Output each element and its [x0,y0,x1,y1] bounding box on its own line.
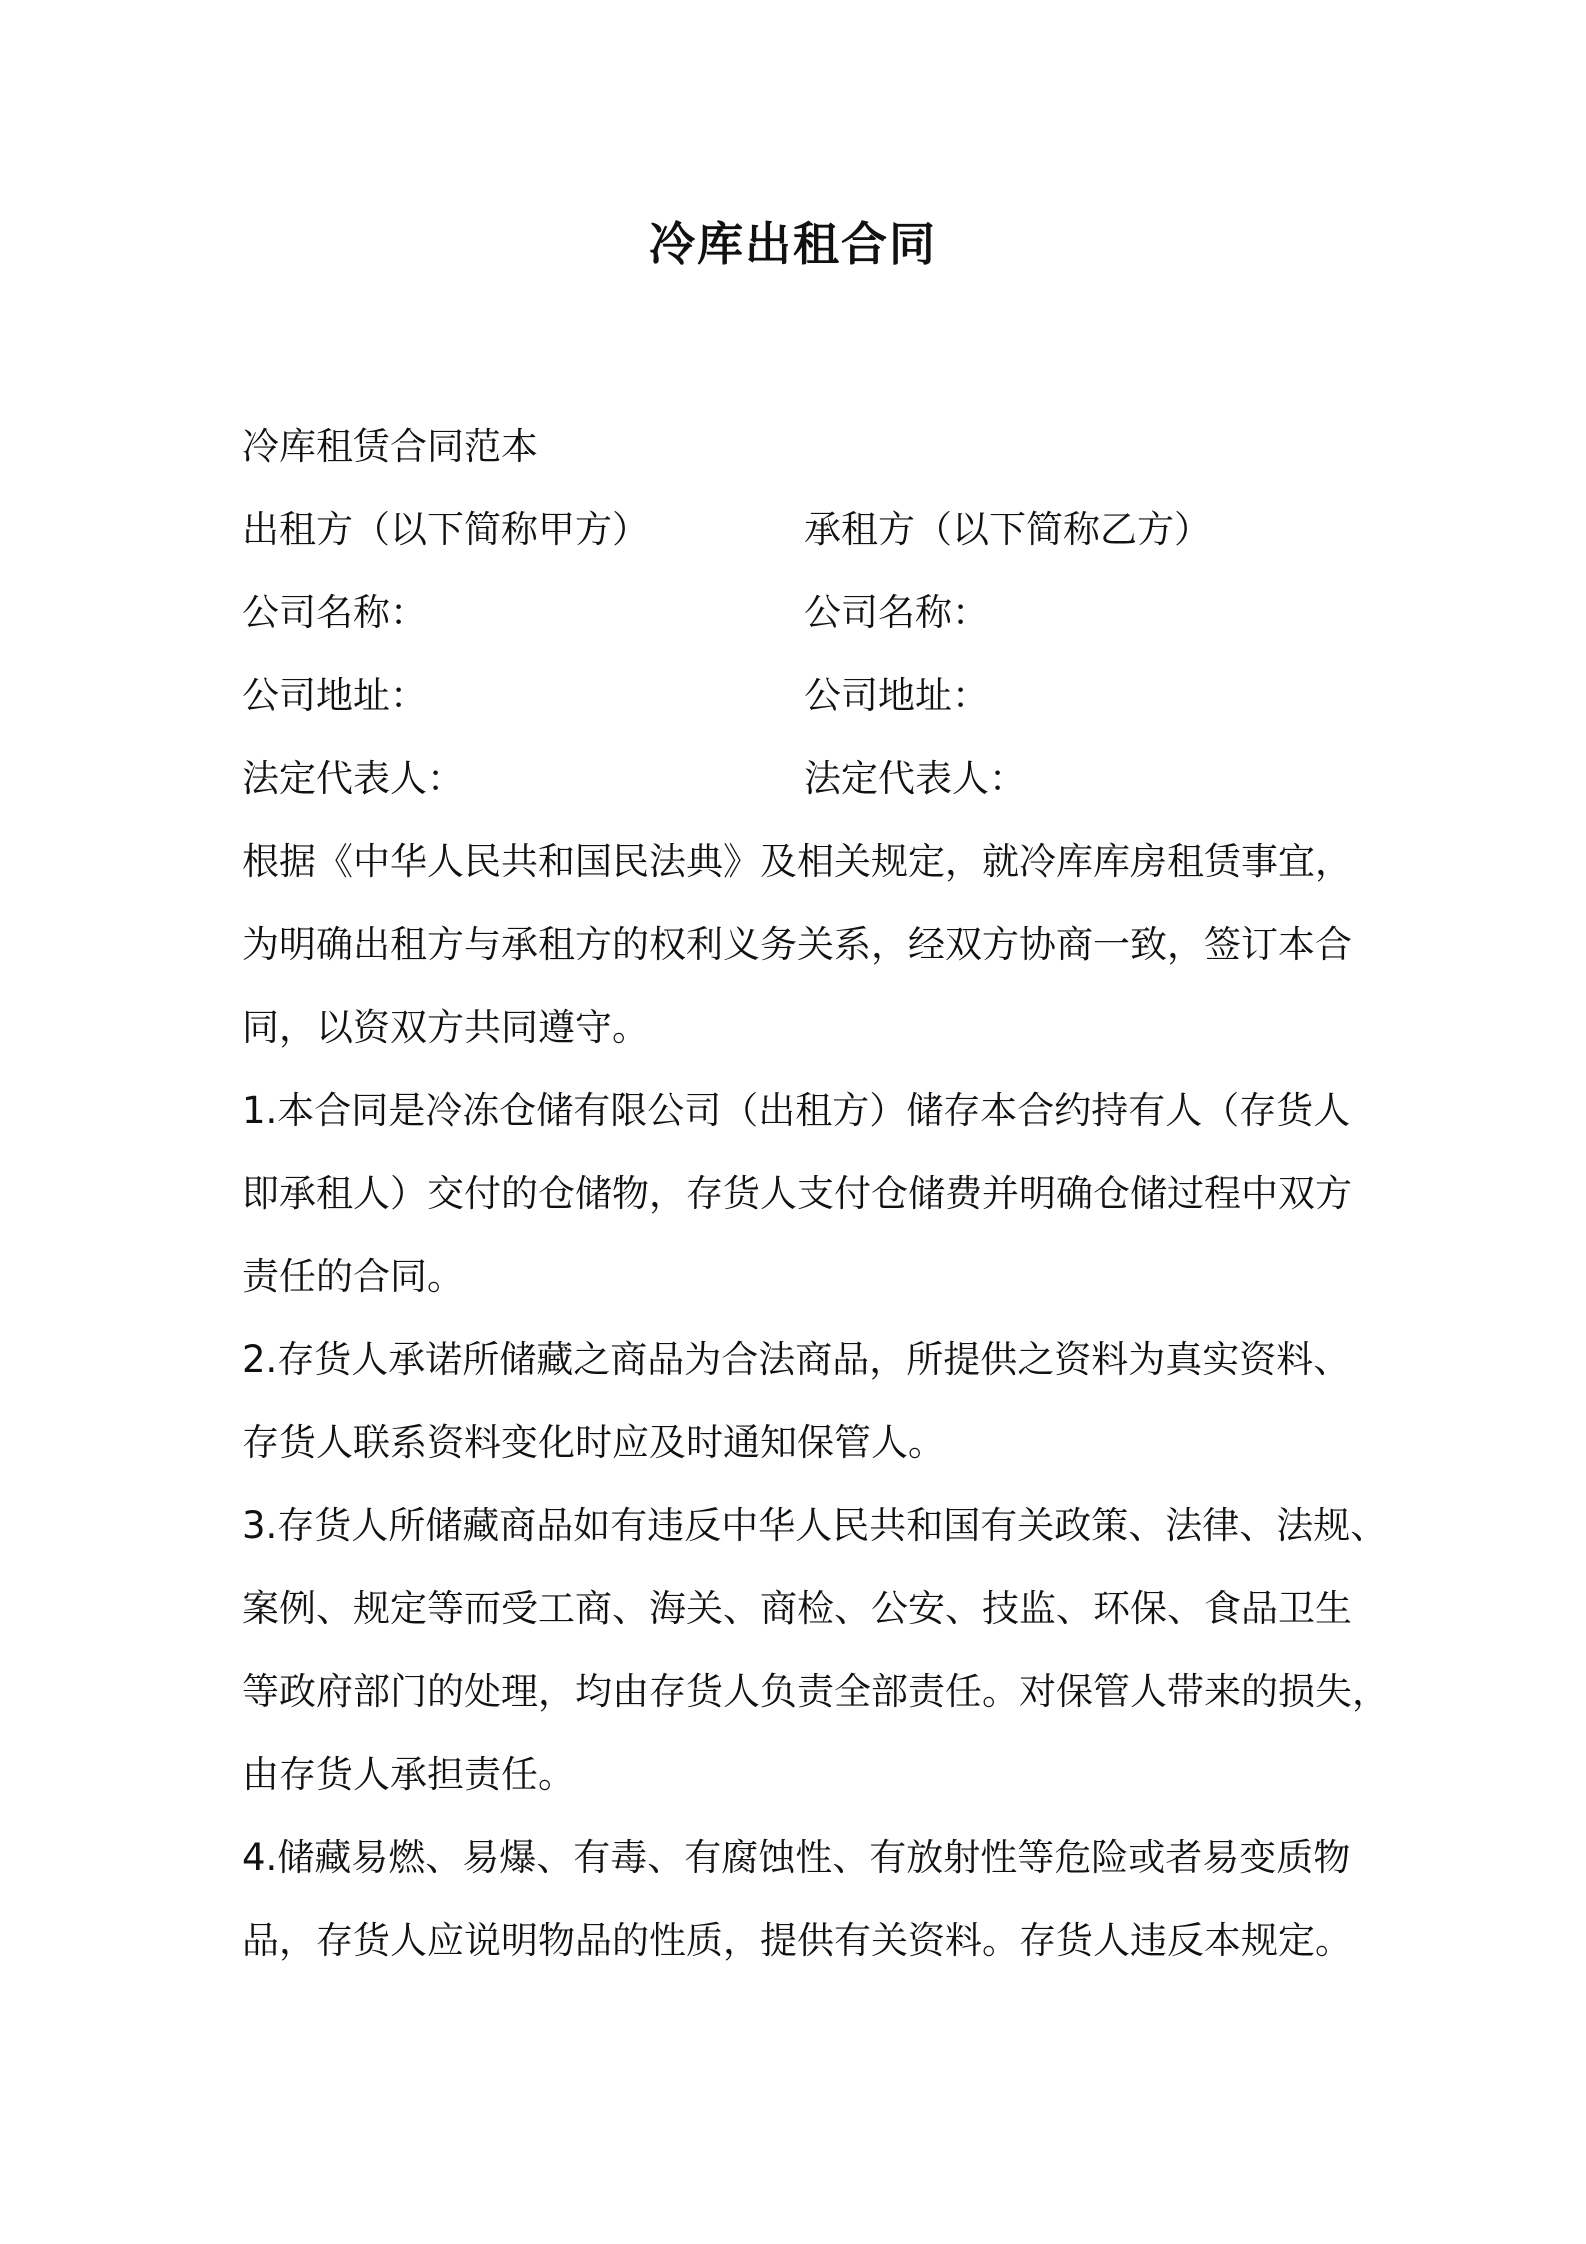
paragraph-line: 等政府部门的处理，均由存货人负责全部责任。对保管人带来的损失， [242,1670,1389,1713]
paragraph-line: 品，存货人应说明物品的性质，提供有关资料。存货人违反本规定。 [242,1919,1352,1962]
party-row-legal-representative [242,737,1352,820]
paragraph-line: 根据《中华人民共和国民法典》及相关规定，就冷库库房租赁事宜， [242,840,1352,883]
party-header-row [242,488,1352,571]
paragraph-line: 由存货人承担责任。 [242,1753,575,1796]
paragraph-line: 4.储藏易燃、易爆、有毒、有腐蚀性、有放射性等危险或者易变质物 [242,1836,1351,1879]
lessor-company-address-label: 公司地址： [242,674,427,717]
paragraph-line: 存货人联系资料变化时应及时通知保管人。 [242,1421,945,1464]
paragraph-line: 责任的合同。 [242,1255,464,1298]
clause-4-paragraph [242,1816,1352,1982]
party-row-company-name [242,571,1352,654]
clause-3-paragraph [242,1484,1389,1816]
paragraph-line: 同，以资双方共同遵守。 [242,1006,649,1049]
document-title: 冷库出租合同 [649,217,937,271]
document-body [242,405,1389,1982]
preamble-paragraph [242,820,1352,1069]
lessor-company-name-label: 公司名称： [242,591,427,634]
paragraph-line: 3.存货人所储藏商品如有违反中华人民共和国有关政策、法律、法规、 [242,1504,1388,1547]
paragraph-line: 即承租人）交付的仓储物，存货人支付仓储费并明确仓储过程中双方 [242,1172,1352,1215]
lessor-legal-representative-label: 法定代表人： [242,757,464,800]
party-row-company-address [242,654,1352,737]
lessee-company-address-label: 公司地址： [804,674,989,717]
lessee-company-name-label: 公司名称： [804,591,989,634]
paragraph-line: 1.本合同是冷冻仓储有限公司（出租方）储存本合约持有人（存货人 [242,1089,1351,1132]
lessee-label: 承租方（以下简称乙方） [804,508,1211,551]
paragraph-line: 案例、规定等而受工商、海关、商检、公安、技监、环保、食品卫生 [242,1587,1352,1630]
document-subtitle: 冷库租赁合同范本 [242,425,538,468]
paragraph-line: 为明确出租方与承租方的权利义务关系，经双方协商一致，签订本合 [242,923,1352,966]
lessee-legal-representative-label: 法定代表人： [804,757,1026,800]
lessor-label: 出租方（以下简称甲方） [242,508,649,551]
clause-1-paragraph [242,1069,1352,1318]
paragraph-line: 2.存货人承诺所储藏之商品为合法商品，所提供之资料为真实资料、 [242,1338,1351,1381]
clause-2-paragraph [242,1318,1352,1484]
